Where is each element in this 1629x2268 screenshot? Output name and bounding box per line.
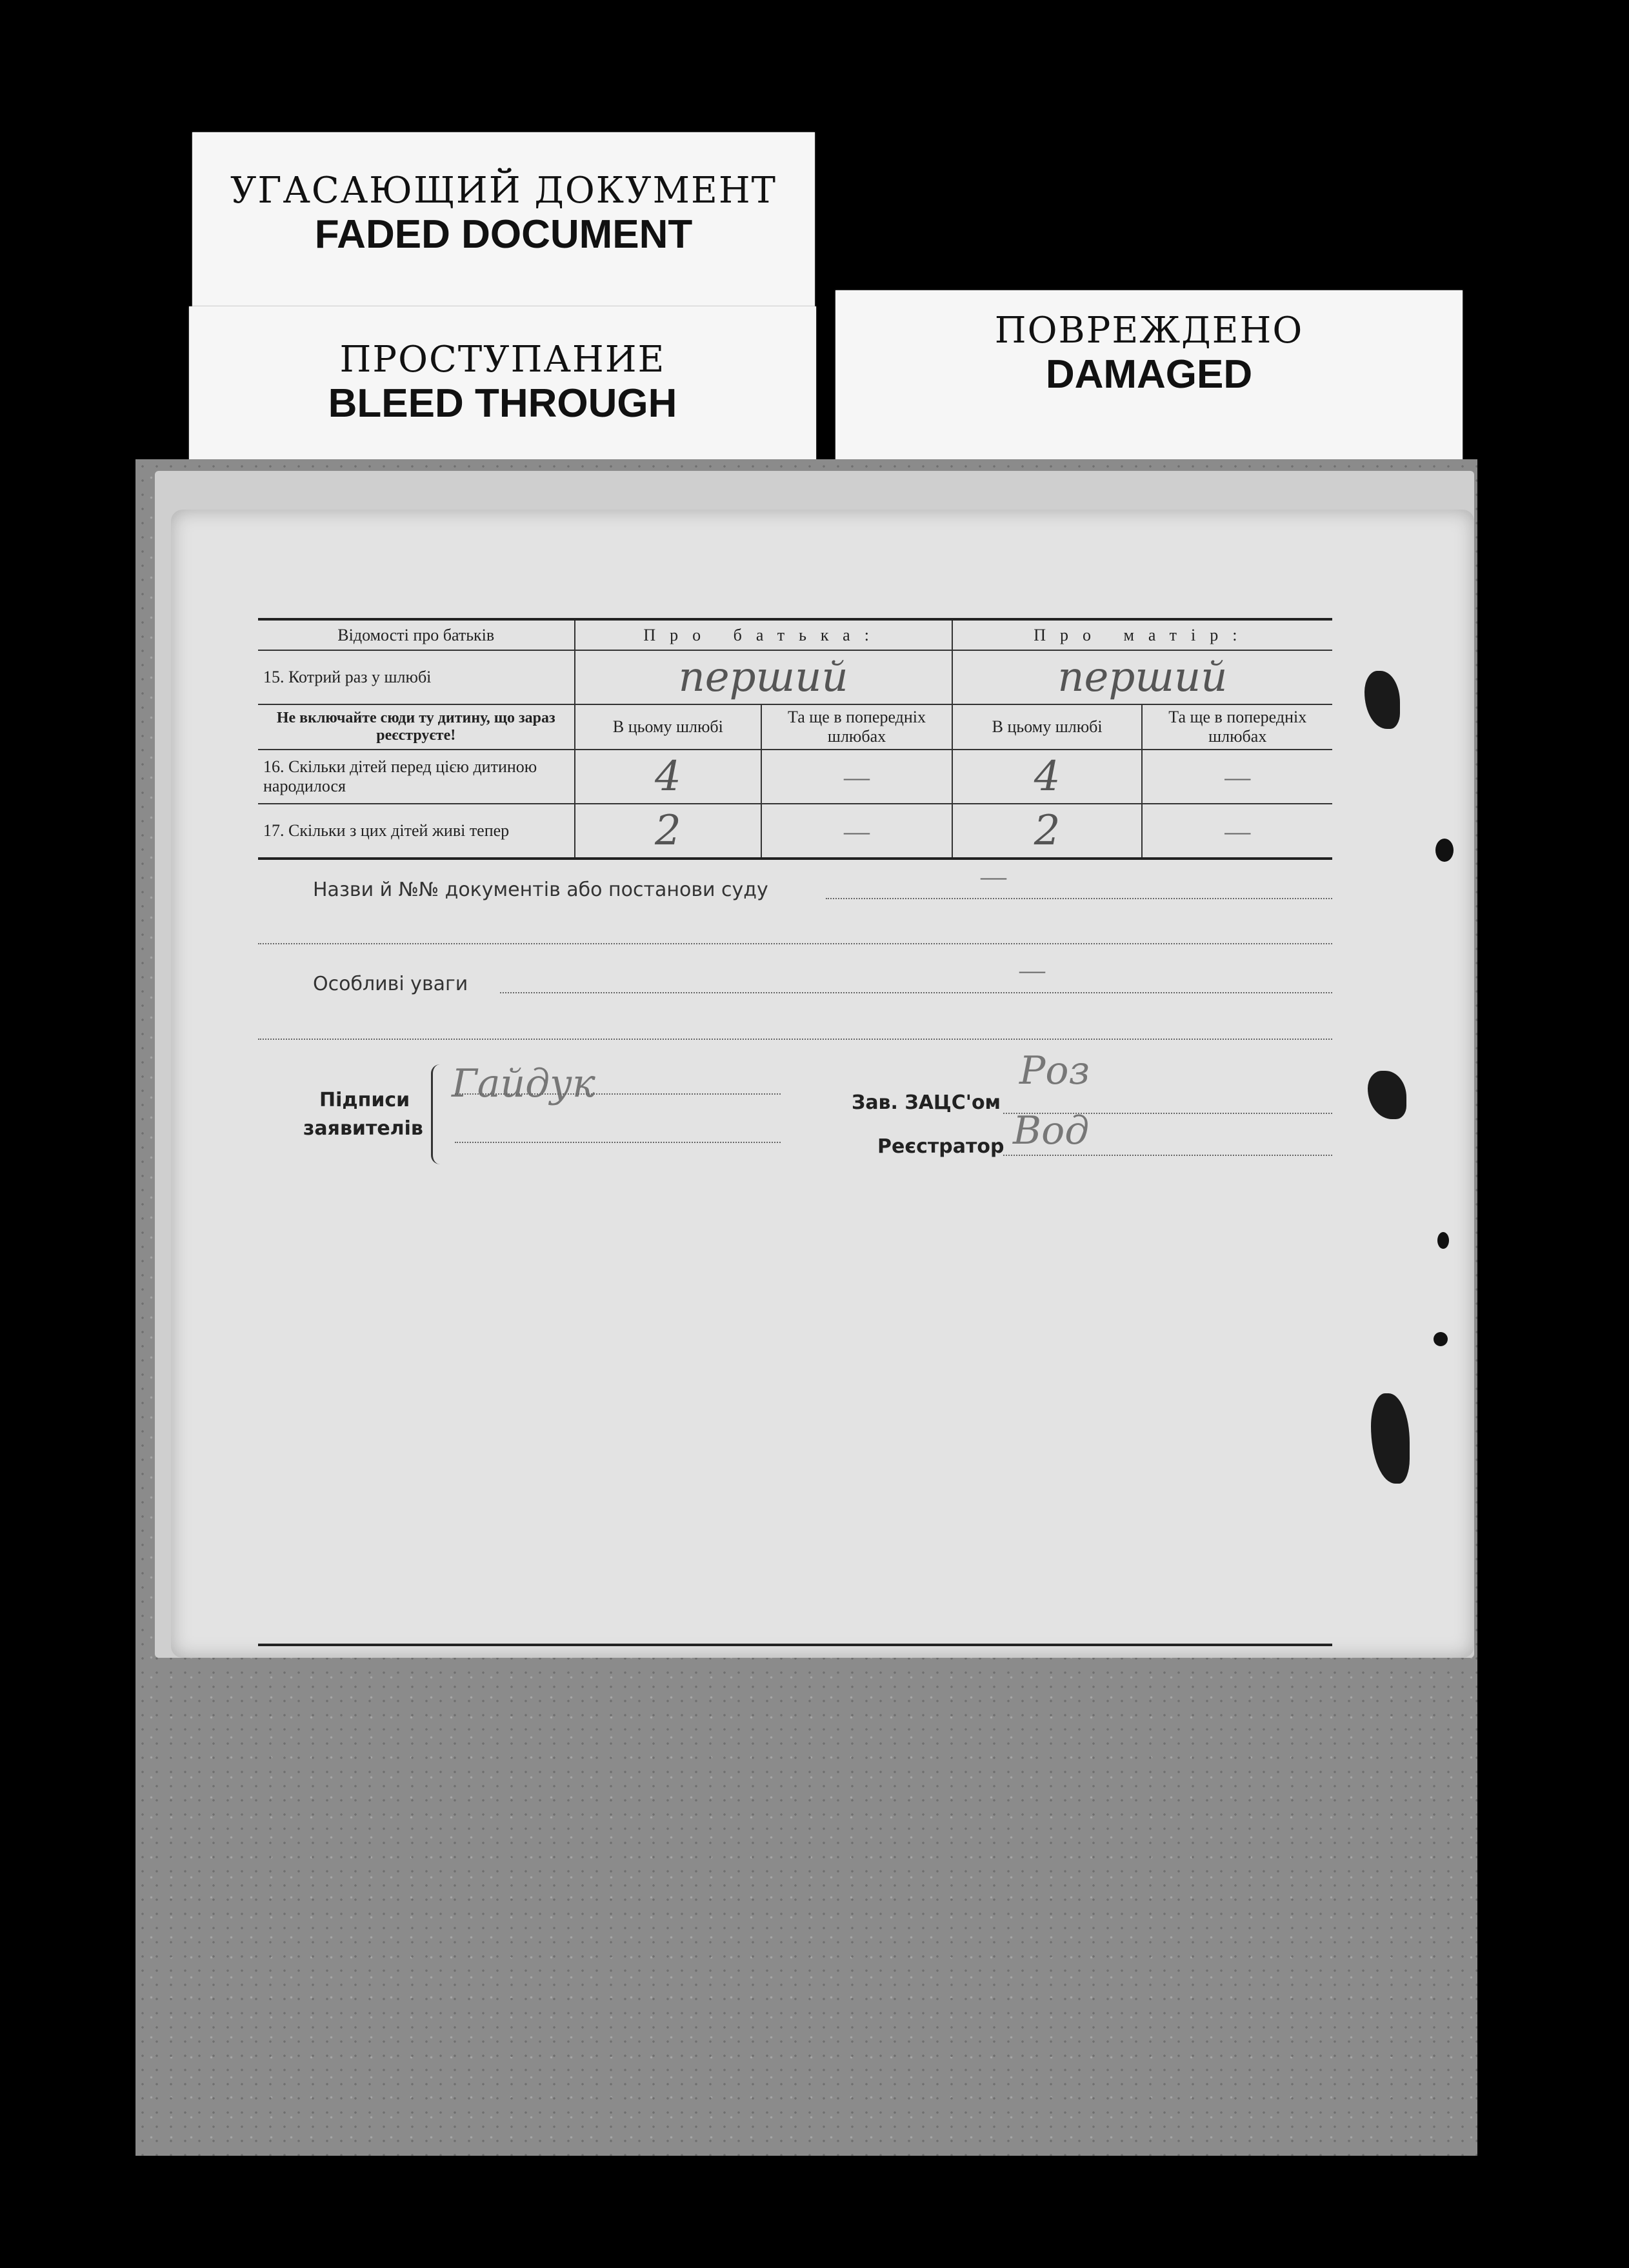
head-signature: Роз bbox=[1019, 1048, 1090, 1093]
bottom-rule bbox=[258, 1644, 1332, 1646]
subheader-note: Не включайте сюди ту дитину, що зараз реєструєте! bbox=[258, 704, 575, 750]
mother-previous-header: Та ще в попередніх шлюбах bbox=[1142, 704, 1332, 750]
header-mother: Про матір: bbox=[952, 619, 1332, 650]
remarks-value: — bbox=[1019, 955, 1045, 984]
punch-hole-2 bbox=[1437, 1232, 1449, 1249]
faded-document-card bbox=[192, 132, 815, 319]
punch-hole-3 bbox=[1434, 1332, 1448, 1346]
father-this-marriage-header: В цьому шлюбі bbox=[575, 704, 762, 750]
faded-card-ru: УГАСАЮЩИЙ ДОКУМЕНТ bbox=[230, 170, 777, 212]
row16-father-prev: — bbox=[761, 750, 952, 804]
signatures-label-2: заявителів bbox=[303, 1117, 423, 1140]
row17-father-this: 2 bbox=[575, 804, 762, 859]
remarks-label: Особливі уваги bbox=[313, 973, 468, 995]
row17-label: 17. Скільки з цих дітей живі тепер bbox=[258, 804, 575, 859]
registrar-line bbox=[1003, 1155, 1332, 1156]
row16-mother-this: 4 bbox=[952, 750, 1143, 804]
damaged-card bbox=[835, 290, 1463, 474]
row17-mother-this: 2 bbox=[952, 804, 1143, 859]
head-label: Зав. ЗАЦС'ом bbox=[852, 1091, 1001, 1114]
documents-value: — bbox=[981, 862, 1006, 891]
bleed-card-en: BLEED THROUGH bbox=[328, 381, 677, 426]
documents-line-2 bbox=[258, 943, 1332, 944]
signatures-label-1: Підписи bbox=[319, 1089, 410, 1111]
damaged-card-en: DAMAGED bbox=[1045, 352, 1253, 397]
signatures-bracket bbox=[431, 1064, 446, 1164]
remarks-line bbox=[500, 992, 1332, 993]
row17-father-prev: — bbox=[761, 804, 952, 859]
faded-card-en: FADED DOCUMENT bbox=[314, 212, 693, 257]
remarks-line-2 bbox=[258, 1039, 1332, 1040]
mother-this-marriage-header: В цьому шлюбі bbox=[952, 704, 1143, 750]
applicant-signature: Гайдук bbox=[452, 1061, 595, 1106]
father-previous-header: Та ще в попередніх шлюбах bbox=[761, 704, 952, 750]
documents-label: Назви й №№ документів або постанови суду bbox=[313, 879, 768, 901]
bleed-through-card bbox=[189, 306, 816, 474]
applicant-line-2 bbox=[455, 1142, 781, 1143]
parents-info-table bbox=[258, 618, 1332, 860]
applicant-line-1 bbox=[455, 1093, 781, 1095]
row15-label: 15. Котрий раз у шлюбі bbox=[258, 650, 575, 704]
damaged-card-ru: ПОВРЕЖДЕНО bbox=[994, 310, 1304, 352]
row15-father-value: перший bbox=[575, 650, 952, 704]
row16-mother-prev: — bbox=[1142, 750, 1332, 804]
registrar-signature: Вод bbox=[1013, 1108, 1090, 1153]
row16-father-this: 4 bbox=[575, 750, 762, 804]
row17-mother-prev: — bbox=[1142, 804, 1332, 859]
registrar-label: Реєстратор bbox=[877, 1135, 1004, 1158]
documents-line bbox=[826, 898, 1332, 899]
header-father: Про батька: bbox=[575, 619, 952, 650]
header-parents-info: Відомості про батьків bbox=[258, 619, 575, 650]
row16-label: 16. Скільки дітей перед цією дитиною народилося bbox=[258, 750, 575, 804]
row15-mother-value: перший bbox=[952, 650, 1332, 704]
punch-hole-1 bbox=[1435, 839, 1454, 862]
bleed-card-ru: ПРОСТУПАНИЕ bbox=[339, 339, 666, 381]
